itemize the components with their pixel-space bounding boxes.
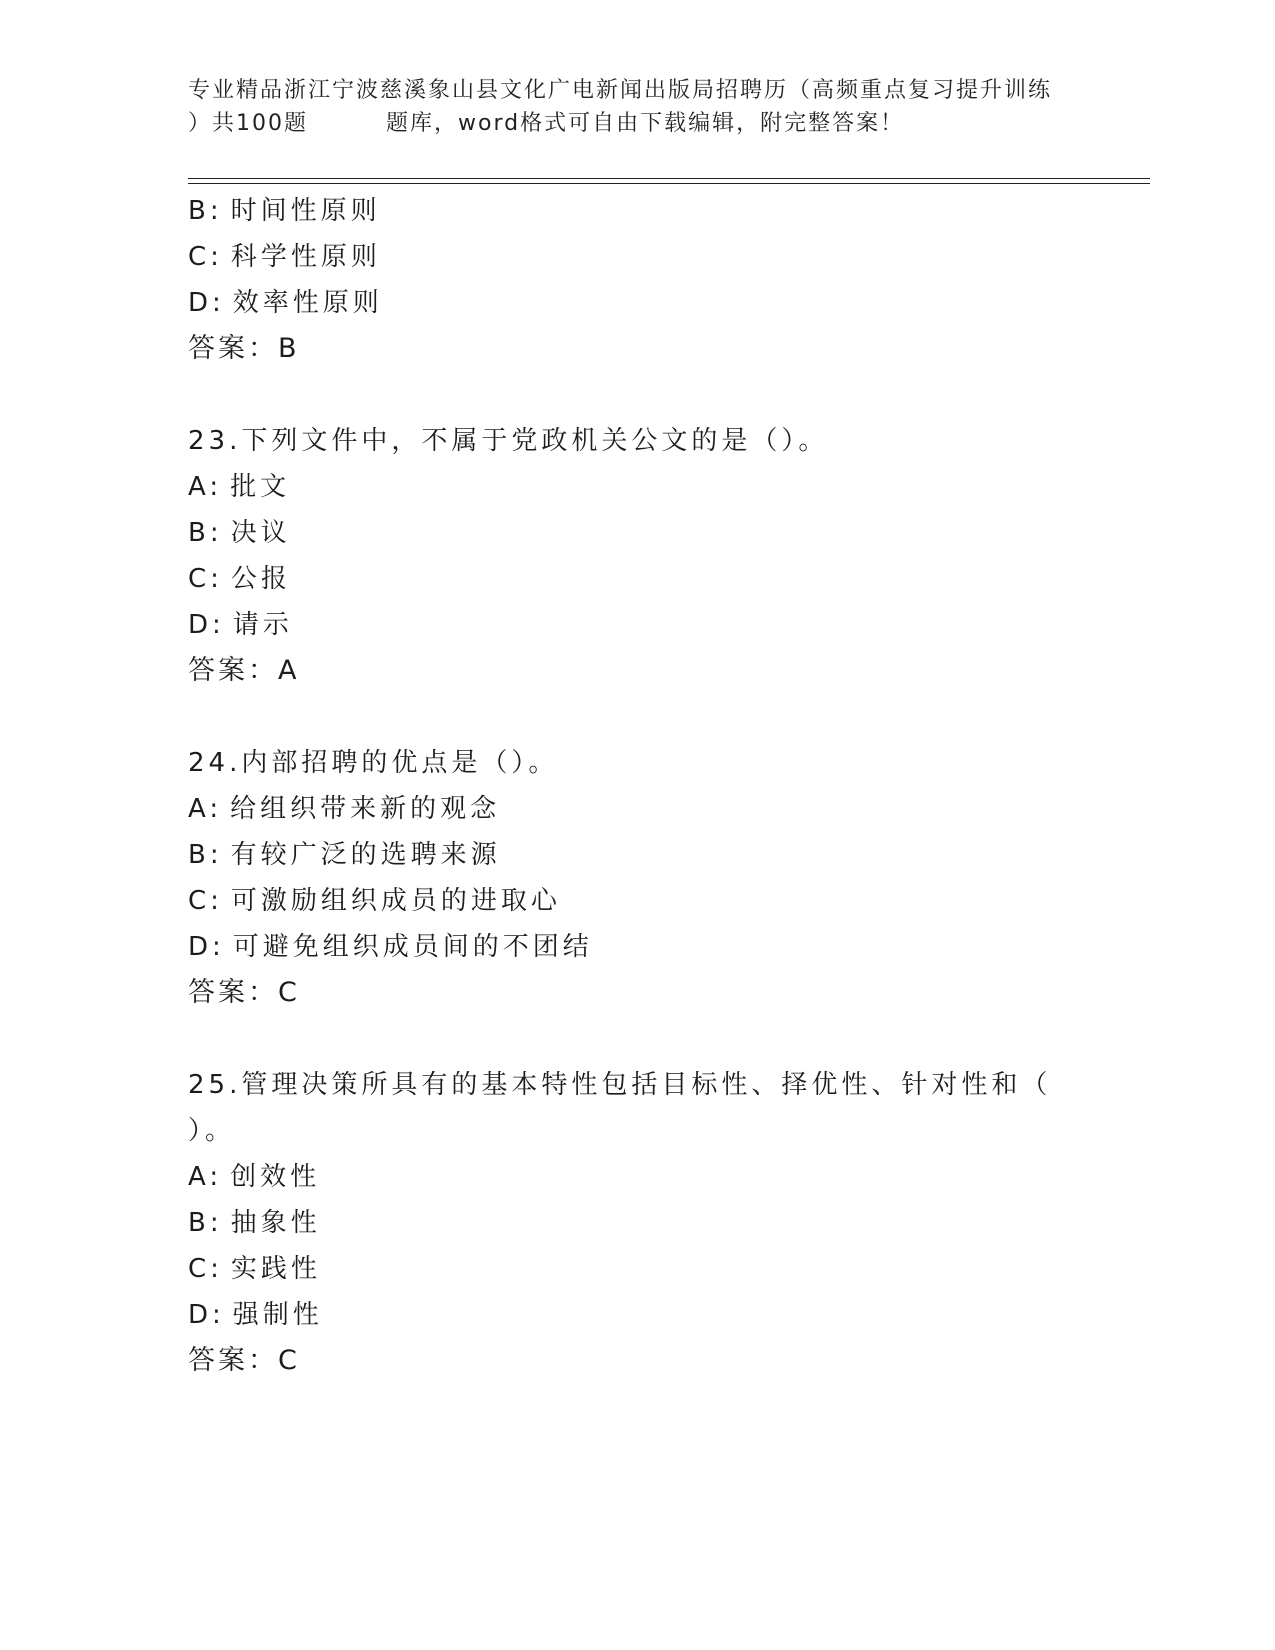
option-c: C: 可激励组织成员的进取心 — [188, 886, 561, 916]
header-title-note: 题库，word格式可自由下载编辑，附完整答案！ — [386, 111, 905, 136]
option-b: B: 决议 — [188, 518, 291, 548]
option-d: D: 强制性 — [188, 1300, 323, 1330]
header-divider-bottom — [188, 183, 1150, 184]
header-title-line-2 — [188, 107, 1148, 140]
option-a: A: 创效性 — [188, 1162, 321, 1192]
page-header — [188, 74, 1148, 140]
option-b: B: 抽象性 — [188, 1208, 321, 1238]
option-a: A: 批文 — [188, 472, 291, 502]
header-title-count: ）共100题 — [188, 111, 308, 136]
answer: 答案：B — [188, 333, 300, 364]
question-stem-line-2: ）。 — [188, 1116, 236, 1146]
option-c: C: 公报 — [188, 564, 291, 594]
option-d: D: 请示 — [188, 610, 293, 640]
question-24 — [188, 740, 1088, 1016]
question-25 — [188, 1062, 1088, 1384]
option-a: A: 给组织带来新的观念 — [188, 794, 501, 824]
option-b: B: 有较广泛的选聘来源 — [188, 840, 501, 870]
question-stem-line-1: 25.管理决策所具有的基本特性包括目标性、择优性、针对性和（ — [188, 1070, 1052, 1100]
header-title-line-1: 专业精品浙江宁波慈溪象山县文化广电新闻出版局招聘历（高频重点复习提升训练 — [188, 78, 1053, 103]
option-c: C: 实践性 — [188, 1254, 321, 1284]
document-body — [188, 188, 1088, 1384]
answer: 答案：A — [188, 655, 300, 686]
question-stem: 24.内部招聘的优点是（）。 — [188, 748, 559, 778]
question-stem: 23.下列文件中，不属于党政机关公文的是（）。 — [188, 426, 829, 456]
option-c: C: 科学性原则 — [188, 242, 381, 272]
answer: 答案：C — [188, 977, 300, 1008]
option-d: D: 效率性原则 — [188, 288, 383, 318]
option-d: D: 可避免组织成员间的不团结 — [188, 932, 593, 962]
question-22-continued — [188, 188, 1088, 372]
question-23 — [188, 418, 1088, 694]
answer: 答案：C — [188, 1345, 300, 1376]
header-divider-top — [188, 178, 1150, 179]
option-b: B: 时间性原则 — [188, 196, 381, 226]
